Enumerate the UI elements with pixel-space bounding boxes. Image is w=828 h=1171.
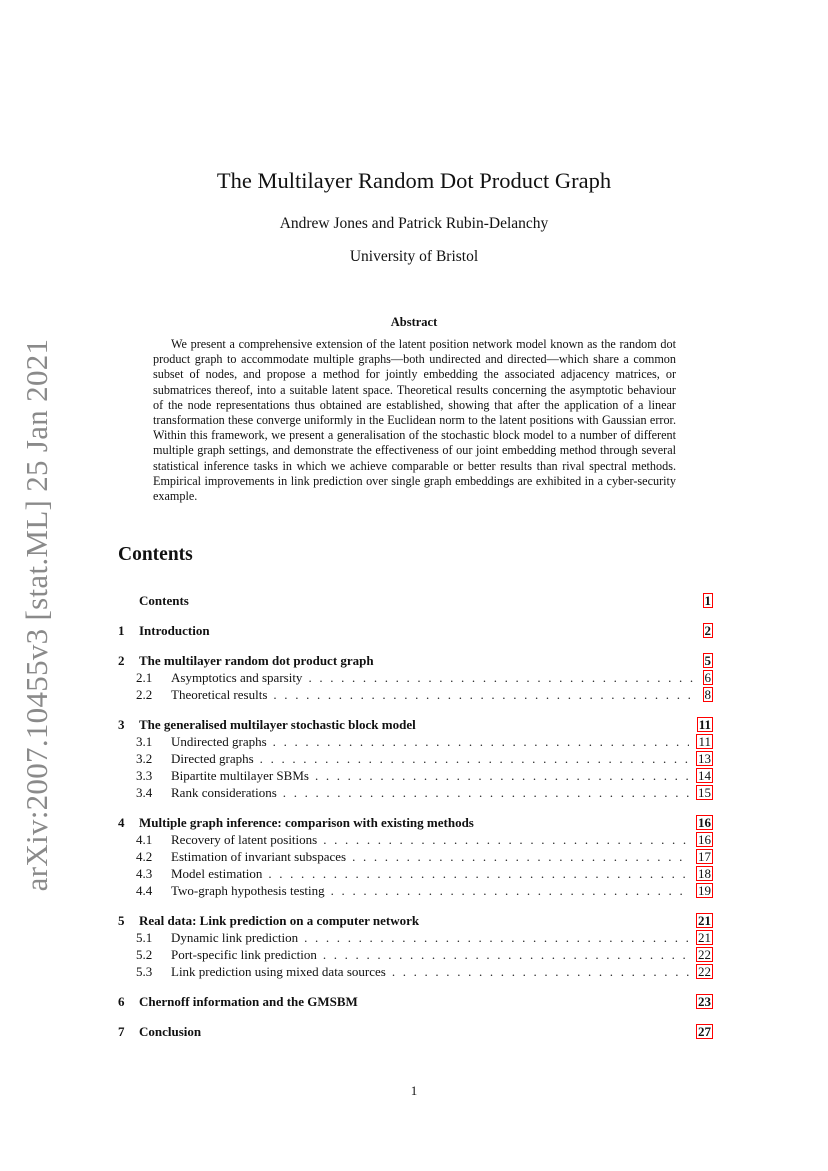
toc-section-number: 1 <box>118 623 125 638</box>
toc-dot-leader <box>283 784 689 801</box>
toc-dot-leader <box>260 750 689 767</box>
toc-page-link[interactable]: 21 <box>698 913 711 928</box>
contents-heading: Contents <box>118 544 193 565</box>
abstract-text: We present a comprehensive extension of the latent position network model known as the random dot product graph to accommodate multiple graphs—both undirected and directed—which share a common subset of nodes, and propose a method for jointly embedding the associated adjacency matrices, or submatrices thereof, into a suitable latent space. Theoretical results concerning the asymptotic behaviour of the node representations thus obtained are established, showing that after the application of a linear transformation these converge uniformly in the Euclidean norm to the latent positions with Gaussian error. Within this framework, we present a generalisation of the stochastic block model to a number of different multiple graph settings, and demonstrate the effectiveness of our joint embedding method through several statistical inference tasks in which we achieve comparable or better results than rival spectral methods. Empirical improvements in link prediction over single graph embeddings are exhibited in a cyber-security example. <box>153 337 676 504</box>
toc-section[interactable] <box>118 993 712 1010</box>
toc-subsection-title[interactable]: Theoretical results <box>171 687 268 702</box>
toc-page-link[interactable]: 2 <box>704 623 711 638</box>
toc-section[interactable] <box>118 1023 712 1040</box>
paper-affiliation: University of Bristol <box>349 248 479 265</box>
toc-section-title[interactable]: Contents <box>139 593 189 608</box>
toc-section[interactable] <box>118 622 712 639</box>
toc-section-title[interactable]: The generalised multilayer stochastic block model <box>139 717 416 732</box>
toc-subsection-number: 3.4 <box>136 785 153 800</box>
toc-subsection[interactable] <box>118 963 712 980</box>
toc-dot-leader <box>268 865 689 882</box>
toc-subsection-title[interactable]: Asymptotics and sparsity <box>171 670 303 685</box>
toc-section-title[interactable]: Conclusion <box>139 1024 202 1039</box>
toc-page-link[interactable]: 23 <box>698 994 711 1009</box>
toc-subsection[interactable] <box>118 865 712 882</box>
toc-subsection[interactable] <box>118 750 712 767</box>
toc-section-number: 2 <box>118 653 125 668</box>
toc-section-number: 4 <box>118 815 125 830</box>
toc-dot-leader <box>273 686 695 703</box>
toc-section-title[interactable]: The multilayer random dot product graph <box>139 653 374 668</box>
toc-page-link[interactable]: 1 <box>704 593 711 608</box>
toc-page-link[interactable]: 11 <box>698 717 711 732</box>
toc-page-link[interactable]: 5 <box>704 653 711 668</box>
toc-subsection-title[interactable]: Two-graph hypothesis testing <box>171 883 325 898</box>
toc-subsection-number: 3.1 <box>136 734 153 749</box>
toc-section[interactable] <box>118 814 712 831</box>
toc-page-link[interactable]: 13 <box>698 751 711 766</box>
toc-dot-leader <box>315 767 689 784</box>
toc-section-title[interactable]: Chernoff information and the GMSBM <box>139 994 358 1009</box>
toc-subsection-number: 2.2 <box>136 687 153 702</box>
toc-section-number: 6 <box>118 994 125 1009</box>
toc-subsection-title[interactable]: Port-specific link prediction <box>171 947 317 962</box>
toc-subsection[interactable] <box>118 831 712 848</box>
toc-page-link[interactable]: 27 <box>698 1024 711 1039</box>
toc-subsection[interactable] <box>118 784 712 801</box>
toc-subsection-number: 5.2 <box>136 947 153 962</box>
toc-dot-leader <box>273 733 690 750</box>
toc-section-title[interactable]: Multiple graph inference: comparison with existing methods <box>139 815 474 830</box>
toc-subsection[interactable] <box>118 929 712 946</box>
paper-authors: Andrew Jones and Patrick Rubin-Delanchy <box>279 215 549 232</box>
toc-subsection[interactable] <box>118 669 712 686</box>
toc-subsection-title[interactable]: Recovery of latent positions <box>171 832 318 847</box>
toc-subsection-number: 5.1 <box>136 930 153 945</box>
toc-page-link[interactable]: 17 <box>698 849 711 864</box>
abstract-heading: Abstract <box>390 315 438 329</box>
toc-page-link[interactable]: 16 <box>698 815 711 830</box>
toc-dot-leader <box>392 963 689 980</box>
toc-page-link[interactable]: 22 <box>698 964 711 979</box>
toc-subsection[interactable] <box>118 686 712 703</box>
toc-subsection-number: 4.2 <box>136 849 153 864</box>
toc-subsection-number: 4.4 <box>136 883 153 898</box>
toc-subsection-number: 4.3 <box>136 866 153 881</box>
toc-dot-leader <box>308 669 695 686</box>
toc-page-link[interactable]: 22 <box>698 947 711 962</box>
toc-dot-leader <box>352 848 689 865</box>
toc-section[interactable] <box>118 652 712 669</box>
toc-subsection-title[interactable]: Undirected graphs <box>171 734 267 749</box>
toc-section-number: 3 <box>118 717 125 732</box>
toc-subsection-title[interactable]: Link prediction using mixed data sources <box>171 964 386 979</box>
toc-page-link[interactable]: 11 <box>698 734 711 749</box>
toc-subsection-title[interactable]: Model estimation <box>171 866 263 881</box>
toc-subsection-number: 2.1 <box>136 670 153 685</box>
toc-subsection-title[interactable]: Directed graphs <box>171 751 254 766</box>
toc-section-title[interactable]: Real data: Link prediction on a computer network <box>139 913 420 928</box>
toc-subsection-title[interactable]: Rank considerations <box>171 785 277 800</box>
toc-subsection-title[interactable]: Bipartite multilayer SBMs <box>171 768 309 783</box>
toc-subsection-number: 5.3 <box>136 964 153 979</box>
toc-page-link[interactable]: 21 <box>698 930 711 945</box>
toc-page-link[interactable]: 16 <box>698 832 711 847</box>
toc-dot-leader <box>304 929 689 946</box>
toc-section-number: 5 <box>118 913 125 928</box>
table-of-contents <box>118 592 712 1040</box>
toc-section[interactable] <box>118 912 712 929</box>
toc-dot-leader <box>323 946 689 963</box>
toc-subsection-number: 3.3 <box>136 768 153 783</box>
toc-page-link[interactable]: 14 <box>698 768 711 783</box>
toc-section-title[interactable]: Introduction <box>139 623 210 638</box>
toc-subsection[interactable] <box>118 767 712 784</box>
toc-subsection-number: 3.2 <box>136 751 153 766</box>
toc-page-link[interactable]: 18 <box>698 866 711 881</box>
page-number: 1 <box>410 1083 418 1098</box>
toc-subsection-number: 4.1 <box>136 832 153 847</box>
toc-subsection-title[interactable]: Dynamic link prediction <box>171 930 299 945</box>
toc-dot-leader <box>331 882 689 899</box>
toc-subsection[interactable] <box>118 733 712 750</box>
toc-subsection[interactable] <box>118 946 712 963</box>
toc-subsection-title[interactable]: Estimation of invariant subspaces <box>171 849 347 864</box>
toc-subsection[interactable] <box>118 848 712 865</box>
toc-page-link[interactable]: 19 <box>698 883 711 898</box>
toc-dot-leader <box>323 831 689 848</box>
toc-subsection[interactable] <box>118 882 712 899</box>
toc-page-link[interactable]: 8 <box>704 687 711 702</box>
toc-section[interactable] <box>118 716 712 733</box>
toc-section[interactable] <box>118 592 712 609</box>
arxiv-identifier-stamp: arXiv:2007.10455v3 [stat.ML] 25 Jan 2021 <box>19 338 54 892</box>
toc-section-number: 7 <box>118 1024 125 1039</box>
toc-page-link[interactable]: 15 <box>698 785 711 800</box>
paper-title: The Multilayer Random Dot Product Graph <box>216 168 612 193</box>
toc-page-link[interactable]: 6 <box>704 670 711 685</box>
